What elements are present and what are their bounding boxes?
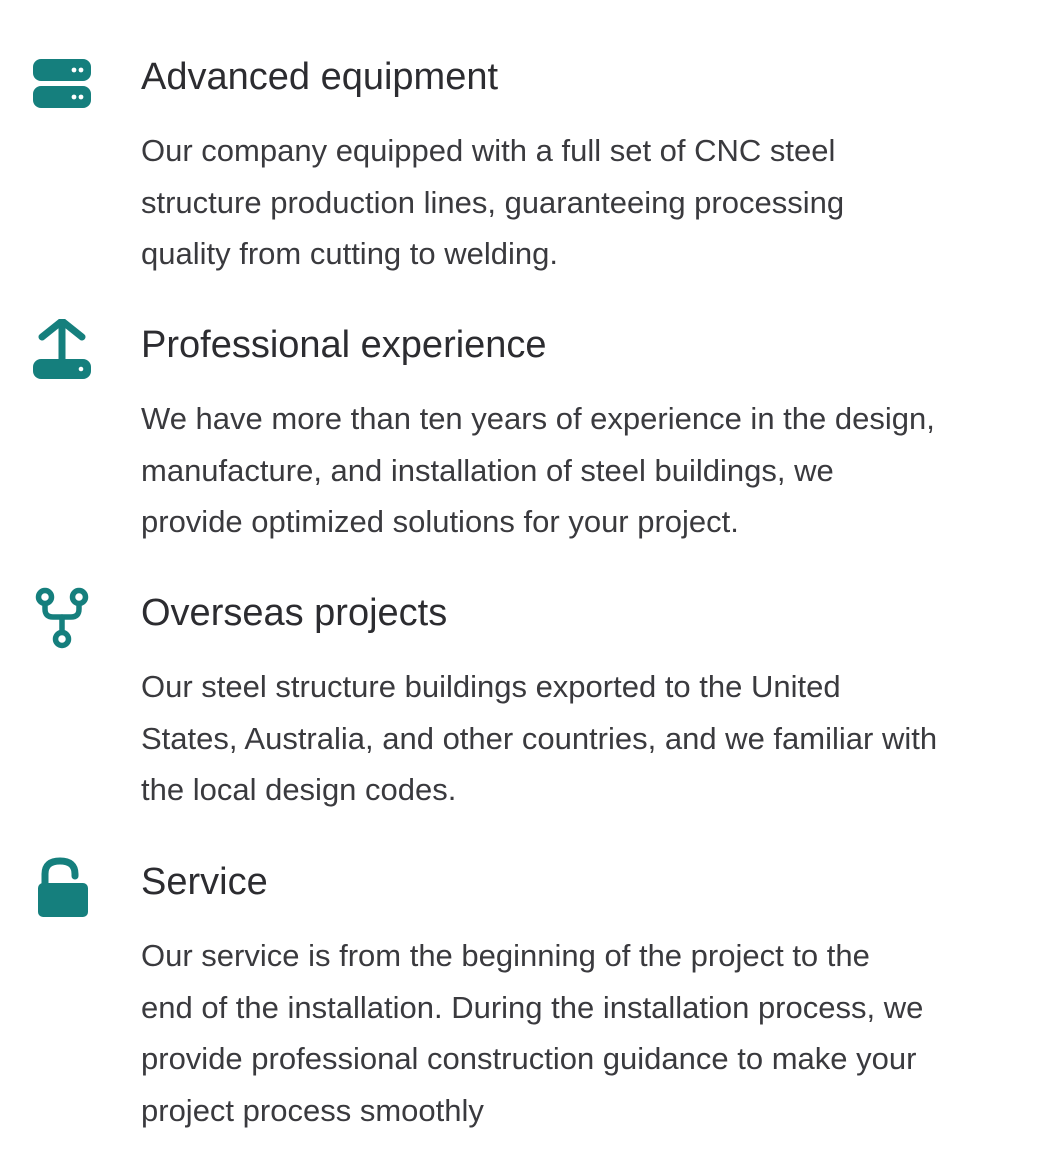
description-line: Our service is from the beginning of the project to the	[141, 938, 870, 973]
feature-title: Advanced equipment	[141, 56, 499, 98]
feature-description	[141, 661, 1021, 816]
feature-description	[141, 393, 1021, 548]
feature-title: Service	[141, 861, 268, 903]
description-line: We have more than ten years of experience in the design,	[141, 401, 935, 436]
unlock-icon	[30, 856, 94, 920]
server-icon	[30, 50, 94, 114]
upload-icon	[30, 318, 94, 382]
description-line: quality from cutting to welding.	[141, 236, 558, 271]
feature-description	[141, 930, 1021, 1136]
description-line: Our steel structure buildings exported to the United	[141, 669, 841, 704]
description-line: States, Australia, and other countries, and we familiar with	[141, 720, 938, 756]
description-line: end of the installation. During the installation process, we	[141, 989, 924, 1025]
feature-description	[141, 125, 1021, 280]
description-line: provide optimized solutions for your project.	[141, 504, 739, 539]
description-line: Our company equipped with a full set of CNC steel	[141, 133, 836, 168]
description-line: the local design codes.	[141, 772, 457, 807]
feature-title: Overseas projects	[141, 592, 448, 634]
description-line: manufacture, and installation of steel buildings, we	[141, 452, 834, 488]
description-line: structure production lines, guaranteeing processing	[141, 184, 845, 220]
git-fork-icon	[30, 586, 94, 650]
description-line: provide professional construction guidance to make your	[141, 1041, 917, 1076]
feature-title: Professional experience	[141, 324, 547, 366]
description-line: project process smoothly	[141, 1092, 484, 1128]
